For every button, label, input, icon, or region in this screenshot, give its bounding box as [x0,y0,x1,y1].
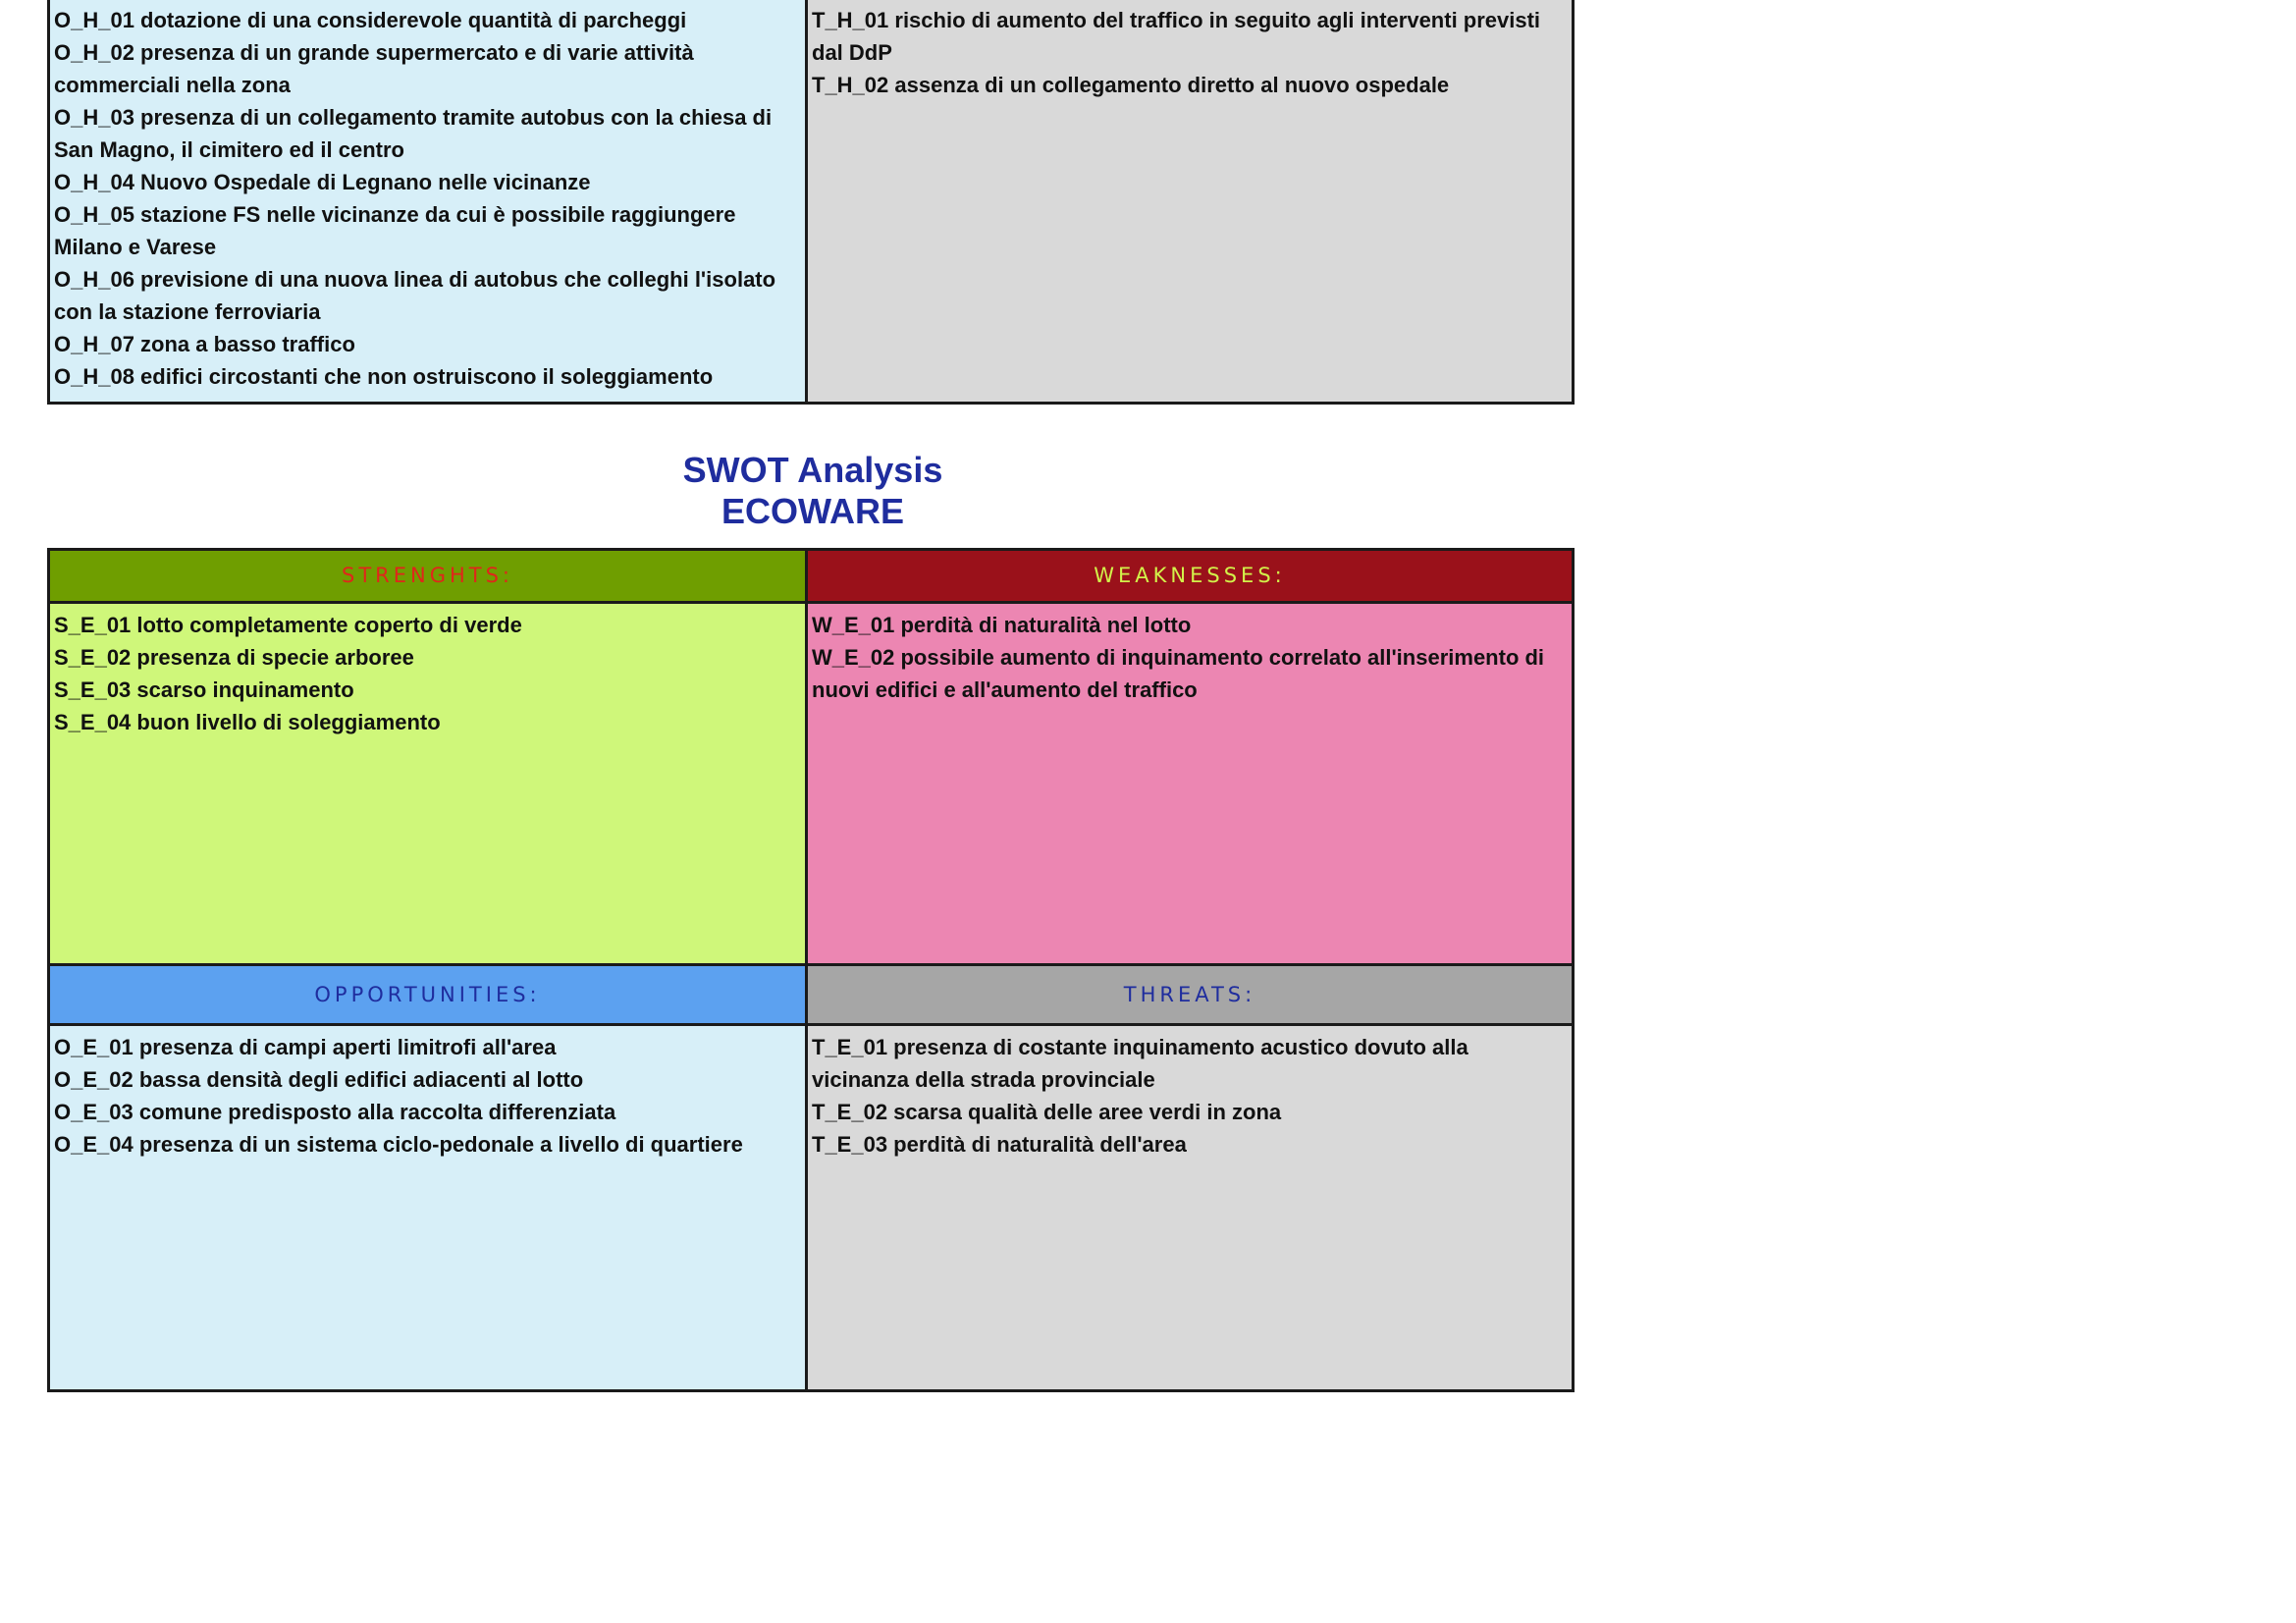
opportunities-cell [50,1026,808,1389]
opportunity-h-item: O_H_04 Nuovo Ospedale di Legnano nelle vicinanze [54,170,591,194]
weaknesses-header [808,551,1572,604]
opportunities-h-cell [50,0,808,402]
swot-grid-h [47,0,1575,405]
threat-h-item: T_H_02 assenza di un collegamento diretto al nuovo ospedale [812,73,1450,97]
threats-label: THREATS: [1123,982,1256,1006]
opportunities-label: OPPORTUNITIES: [314,982,541,1006]
opportunity-h-item: O_H_03 presenza di un collegamento tramite autobus con la chiesa di San Magno, il cimitero ed il centro [54,105,773,162]
strength-item: S_E_01 lotto completamente coperto di verde [54,613,522,637]
threats-cell [808,1026,1572,1389]
weaknesses-cell [808,604,1572,966]
strength-item: S_E_03 scarso inquinamento [54,677,354,702]
threats-h-cell [808,0,1572,402]
weakness-item: W_E_02 possibile aumento di inquinamento correlato all'inserimento di nuovi edifici e all'aumento del traffico [812,645,1545,702]
opportunity-h-item: O_H_01 dotazione di una considerevole quantità di parcheggi [54,8,687,32]
strength-item: S_E_04 buon livello di soleggiamento [54,710,441,734]
opportunity-item: O_E_01 presenza di campi aperti limitrofi all'area [54,1035,557,1059]
threat-item: T_E_02 scarsa qualità delle aree verdi in zona [812,1100,1282,1124]
strengths-label: STRENGHTS: [341,564,514,587]
threat-h-item: T_H_01 rischio di aumento del traffico in seguito agli interventi previsti dal DdP [812,8,1541,65]
threats-header [808,966,1572,1026]
threat-item: T_E_03 perdità di naturalità dell'area [812,1132,1187,1157]
opportunity-h-item: O_H_02 presenza di un grande supermercato e di varie attività commerciali nella zona [54,40,694,97]
opportunity-item: O_E_02 bassa densità degli edifici adiacenti al lotto [54,1067,584,1092]
opportunity-h-item: O_H_08 edifici circostanti che non ostruiscono il soleggiamento [54,364,714,389]
opportunity-h-item: O_H_05 stazione FS nelle vicinanze da cui è possibile raggiungere Milano e Varese [54,202,736,259]
opportunity-item: O_E_04 presenza di un sistema ciclo-pedonale a livello di quartiere [54,1132,743,1157]
weakness-item: W_E_01 perdità di naturalità nel lotto [812,613,1192,637]
swot-grid-e [47,548,1575,1392]
opportunity-item: O_E_03 comune predisposto alla raccolta differenziata [54,1100,616,1124]
weaknesses-label: WEAKNESSES: [1094,564,1286,587]
strengths-cell [50,604,808,966]
strengths-header [50,551,808,604]
opportunity-h-item: O_H_07 zona a basso traffico [54,332,355,356]
swot-title: SWOT Analysis ECOWARE [682,450,943,531]
threat-item: T_E_01 presenza di costante inquinamento acustico dovuto alla vicinanza della strada provinciale [812,1035,1468,1092]
opportunities-header [50,966,808,1026]
opportunity-h-item: O_H_06 previsione di una nuova linea di autobus che colleghi l'isolato con la stazione ferroviaria [54,267,776,324]
strength-item: S_E_02 presenza di specie arboree [54,645,414,670]
